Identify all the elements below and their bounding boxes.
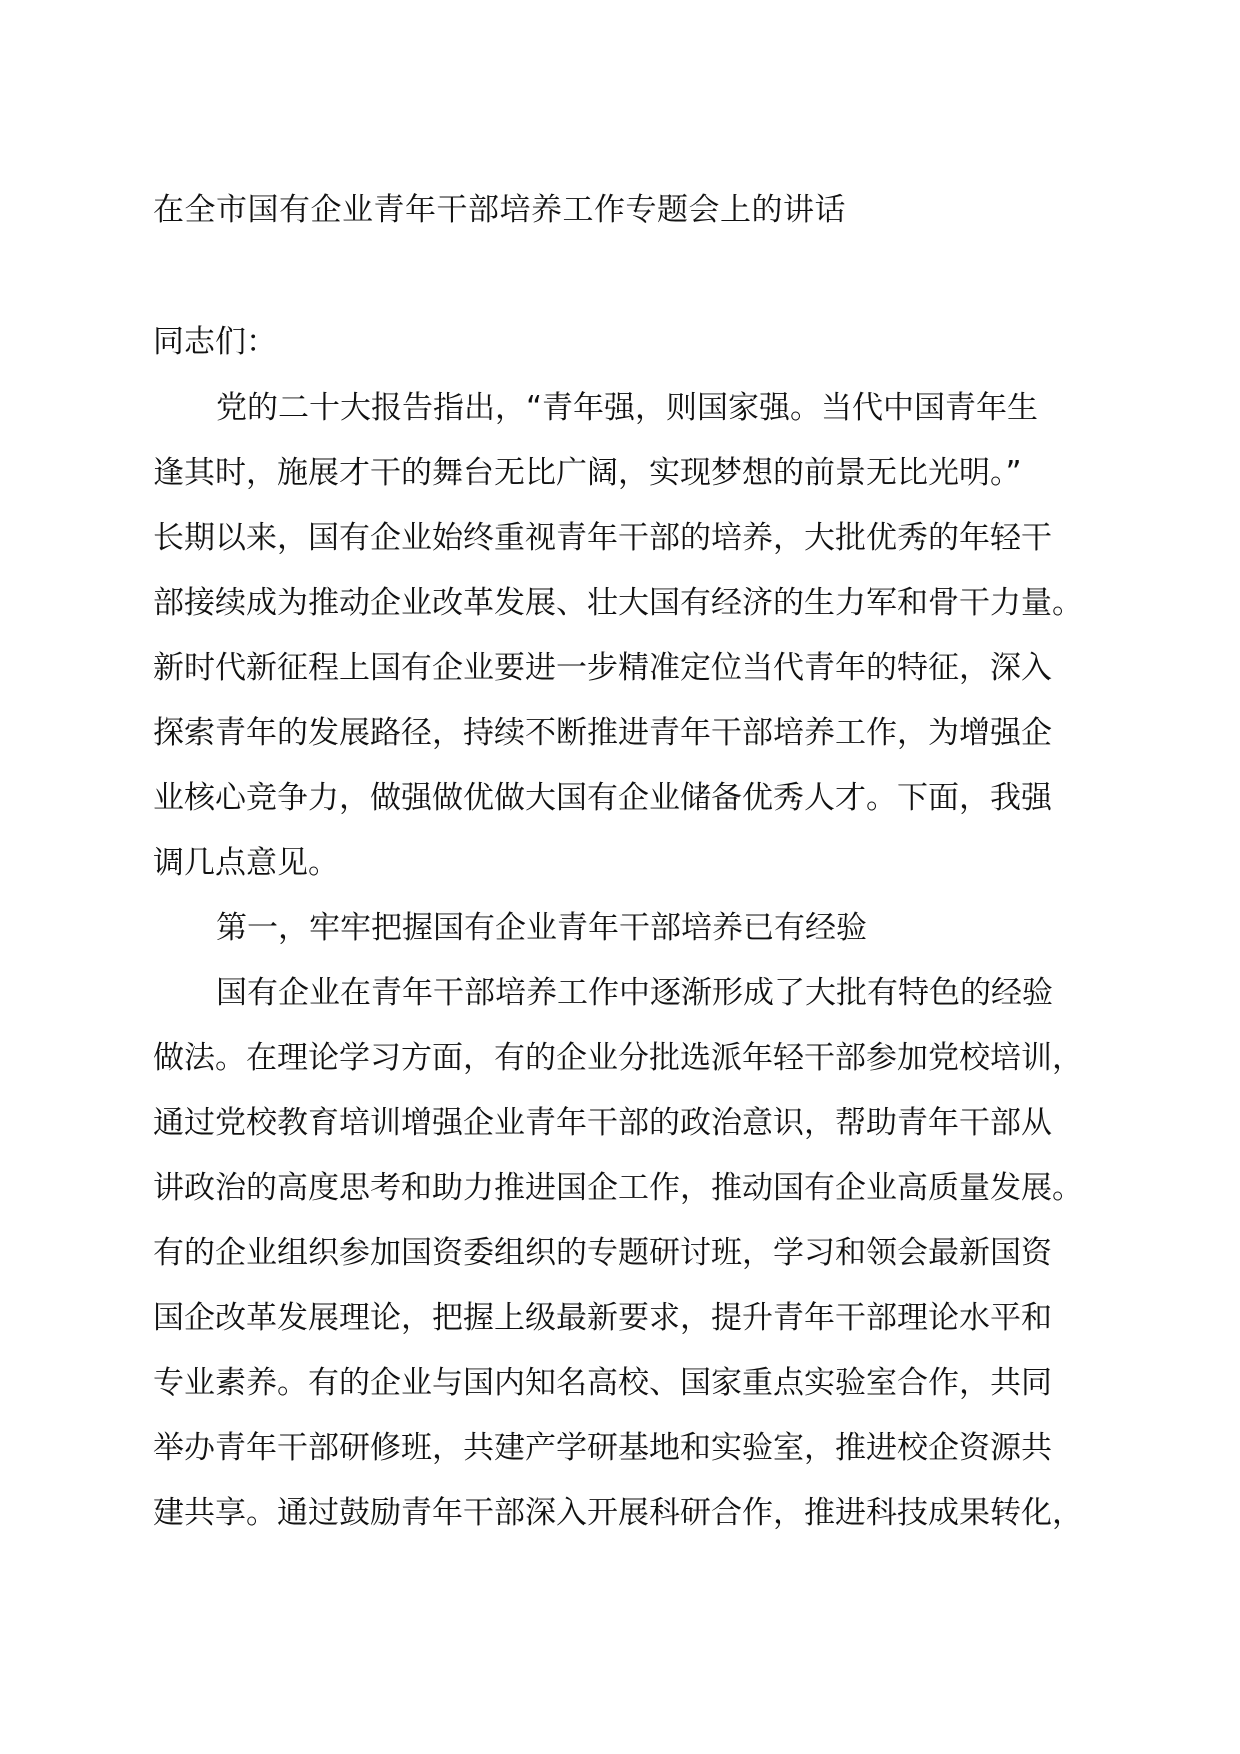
paragraph-line: 党的二十大报告指出，“青年强，则国家强。当代中国青年生 — [216, 390, 1039, 426]
paragraph-line: 业核心竞争力，做强做优做大国有企业储备优秀人才。下面，我强 — [153, 780, 1052, 816]
paragraph-line: 国企改革发展理论，把握上级最新要求，提升青年干部理论水平和 — [153, 1300, 1052, 1336]
paragraph-line: 讲政治的高度思考和助力推进国企工作，推动国有企业高质量发展。 — [153, 1170, 1083, 1206]
paragraph-line: 调几点意见。 — [153, 845, 339, 881]
document-title: 在全市国有企业青年干部培养工作专题会上的讲话 — [153, 192, 846, 228]
paragraph-line: 逢其时，施展才干的舞台无比广阔，实现梦想的前景无比光明。” — [153, 455, 1022, 491]
paragraph-line: 有的企业组织参加国资委组织的专题研讨班，学习和领会最新国资 — [153, 1235, 1052, 1271]
paragraph-line: 部接续成为推动企业改革发展、壮大国有经济的生力军和骨干力量。 — [153, 585, 1083, 621]
section-heading: 第一，牢牢把握国有企业青年干部培养已有经验 — [216, 910, 867, 946]
salutation: 同志们： — [153, 324, 277, 360]
paragraph-line: 通过党校教育培训增强企业青年干部的政治意识，帮助青年干部从 — [153, 1105, 1052, 1141]
paragraph-line: 做法。在理论学习方面，有的企业分批选派年轻干部参加党校培训， — [153, 1040, 1083, 1076]
paragraph-line: 长期以来，国有企业始终重视青年干部的培养，大批优秀的年轻干 — [153, 520, 1052, 556]
paragraph-line: 专业素养。有的企业与国内知名高校、国家重点实验室合作，共同 — [153, 1365, 1052, 1401]
paragraph-line: 探索青年的发展路径，持续不断推进青年干部培养工作，为增强企 — [153, 715, 1052, 751]
paragraph-line: 新时代新征程上国有企业要进一步精准定位当代青年的特征，深入 — [153, 650, 1052, 686]
paragraph-line: 建共享。通过鼓励青年干部深入开展科研合作，推进科技成果转化， — [153, 1495, 1083, 1531]
paragraph-line: 举办青年干部研修班，共建产学研基地和实验室，推进校企资源共 — [153, 1430, 1052, 1466]
paragraph-line: 国有企业在青年干部培养工作中逐渐形成了大批有特色的经验 — [216, 975, 1053, 1011]
